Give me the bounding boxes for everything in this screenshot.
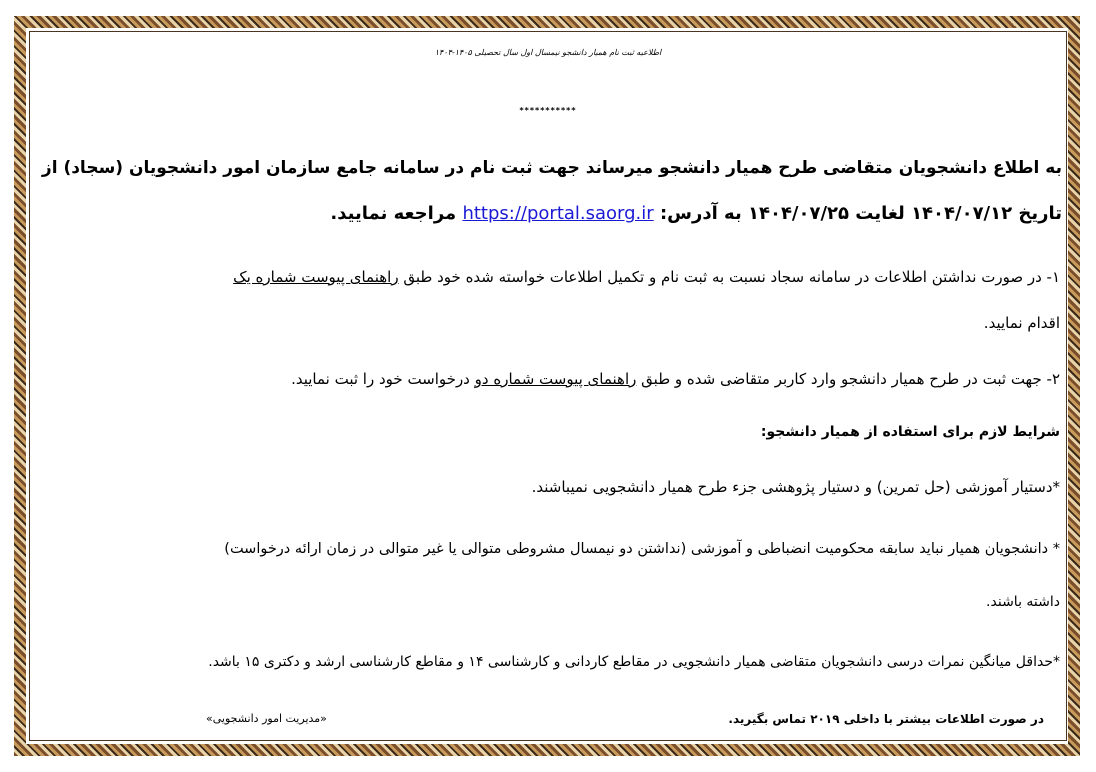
condition-3: *حداقل میانگین نمرات درسی دانشجویان متقاضی همیار دانشجویی در مقاطع کاردانی و کارشناسی ۱۴ و مقاطع کارشناسی ارشد و دکتری ۱۵ باشد. bbox=[208, 654, 1060, 670]
guide-attachment-2: راهنمای پیوست شماره دو bbox=[474, 370, 637, 388]
conditions-heading: شرایط لازم برای استفاده از همیار دانشجو: bbox=[760, 424, 1060, 440]
condition-1: *دستیار آموزشی (حل تمرین) و دستیار پژوهشی جزء طرح همیار دانشجویی نمیباشند. bbox=[531, 478, 1060, 496]
portal-link[interactable]: https://portal.saorg.ir bbox=[462, 203, 654, 224]
contact-note: در صورت اطلاعات بیشتر با داخلی ۲۰۱۹ تماس بگیرید. bbox=[728, 712, 1044, 726]
step-1-text: ۱- در صورت نداشتن اطلاعات در سامانه سجاد نسبت به ثبت نام و تکمیل اطلاعات خواسته شده خود طبق bbox=[403, 268, 1060, 286]
intro-dates: تاریخ ۱۴۰۴/۰۷/۱۲ لغایت ۱۴۰۴/۰۷/۲۵ به آدرس: bbox=[659, 203, 1062, 224]
condition-2: * دانشجویان همیار نباید سابقه محکومیت انضباطی و آموزشی (نداشتن دو نیمسال مشروطی متوالی یا غیر متوالی در زمان ارائه درخواست) bbox=[224, 541, 1060, 557]
step-2-text: ۲- جهت ثبت در طرح همیار دانشجو وارد کاربر متقاضی شده و طبق bbox=[641, 370, 1060, 388]
intro-refer: مراجعه نمایید. bbox=[330, 203, 457, 224]
announcement-title: اطلاعیه ثبت نام همیار دانشجو نیمسال اول سال تحصیلی ۱۴۰۵-۱۴۰۴ bbox=[434, 48, 662, 57]
condition-2-continued: داشته باشند. bbox=[986, 594, 1060, 610]
intro-line-2 bbox=[330, 203, 1062, 224]
intro-line-1: به اطلاع دانشجویان متقاضی طرح همیار دانشجو میرساند جهت ثبت نام در سامانه جامع سازمان امور دانشجویان (سجاد) از bbox=[41, 158, 1062, 178]
step-1 bbox=[233, 268, 1060, 286]
signature: «مدیریت امور دانشجویی» bbox=[206, 712, 327, 725]
step-2 bbox=[291, 370, 1060, 388]
step-1-continued: اقدام نمایید. bbox=[983, 314, 1060, 332]
guide-attachment-1: راهنمای پیوست شماره یک bbox=[233, 268, 399, 286]
separator-stars: *********** bbox=[519, 106, 577, 115]
step-2-end: درخواست خود را ثبت نمایید. bbox=[291, 370, 470, 388]
